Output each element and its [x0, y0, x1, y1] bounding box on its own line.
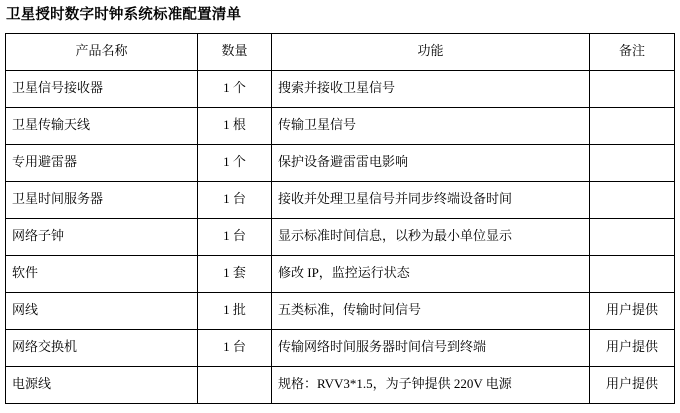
cell-note: [590, 181, 675, 218]
cell-quantity: 1 个: [198, 70, 272, 107]
table-row: [6, 144, 675, 181]
table-header-row: [6, 33, 675, 70]
cell-note: 用户提供: [590, 292, 675, 329]
table-row: [6, 181, 675, 218]
cell-product-name: 网络子钟: [6, 218, 198, 255]
cell-quantity: 1 台: [198, 218, 272, 255]
table-body: [6, 70, 675, 403]
cell-function: 传输卫星信号: [272, 107, 590, 144]
cell-product-name: 网线: [6, 292, 198, 329]
cell-product-name: 网络交换机: [6, 329, 198, 366]
cell-note: 用户提供: [590, 366, 675, 403]
cell-product-name: 卫星传输天线: [6, 107, 198, 144]
table-header: [6, 33, 675, 70]
cell-quantity: 1 个: [198, 144, 272, 181]
table-row: [6, 329, 675, 366]
cell-function: 规格：RVV3*1.5，为子钟提供 220V 电源: [272, 366, 590, 403]
cell-note: [590, 144, 675, 181]
configuration-list-table: [5, 33, 675, 404]
cell-product-name: 电源线: [6, 366, 198, 403]
cell-note: [590, 255, 675, 292]
table-row: [6, 218, 675, 255]
column-header-note: 备注: [590, 33, 675, 70]
cell-quantity: 1 根: [198, 107, 272, 144]
table-row: [6, 70, 675, 107]
cell-function: 保护设备避雷雷电影响: [272, 144, 590, 181]
cell-quantity: 1 套: [198, 255, 272, 292]
column-header-function: 功能: [272, 33, 590, 70]
cell-quantity: 1 台: [198, 329, 272, 366]
table-row: [6, 366, 675, 403]
table-row: [6, 107, 675, 144]
cell-product-name: 软件: [6, 255, 198, 292]
table-row: [6, 255, 675, 292]
cell-function: 修改 IP，监控运行状态: [272, 255, 590, 292]
cell-function: 传输网络时间服务器时间信号到终端: [272, 329, 590, 366]
cell-quantity: [198, 366, 272, 403]
cell-function: 五类标准，传输时间信号: [272, 292, 590, 329]
cell-product-name: 卫星信号接收器: [6, 70, 198, 107]
cell-note: [590, 70, 675, 107]
page-title: 卫星授时数字时钟系统标准配置清单: [6, 7, 242, 23]
cell-quantity: 1 台: [198, 181, 272, 218]
cell-product-name: 专用避雷器: [6, 144, 198, 181]
table-row: [6, 292, 675, 329]
cell-function: 显示标准时间信息，以秒为最小单位显示: [272, 218, 590, 255]
cell-note: [590, 107, 675, 144]
cell-function: 搜索并接收卫星信号: [272, 70, 590, 107]
cell-product-name: 卫星时间服务器: [6, 181, 198, 218]
cell-function: 接收并处理卫星信号并同步终端设备时间: [272, 181, 590, 218]
cell-note: 用户提供: [590, 329, 675, 366]
column-header-name: 产品名称: [6, 33, 198, 70]
column-header-quantity: 数量: [198, 33, 272, 70]
cell-quantity: 1 批: [198, 292, 272, 329]
cell-note: [590, 218, 675, 255]
